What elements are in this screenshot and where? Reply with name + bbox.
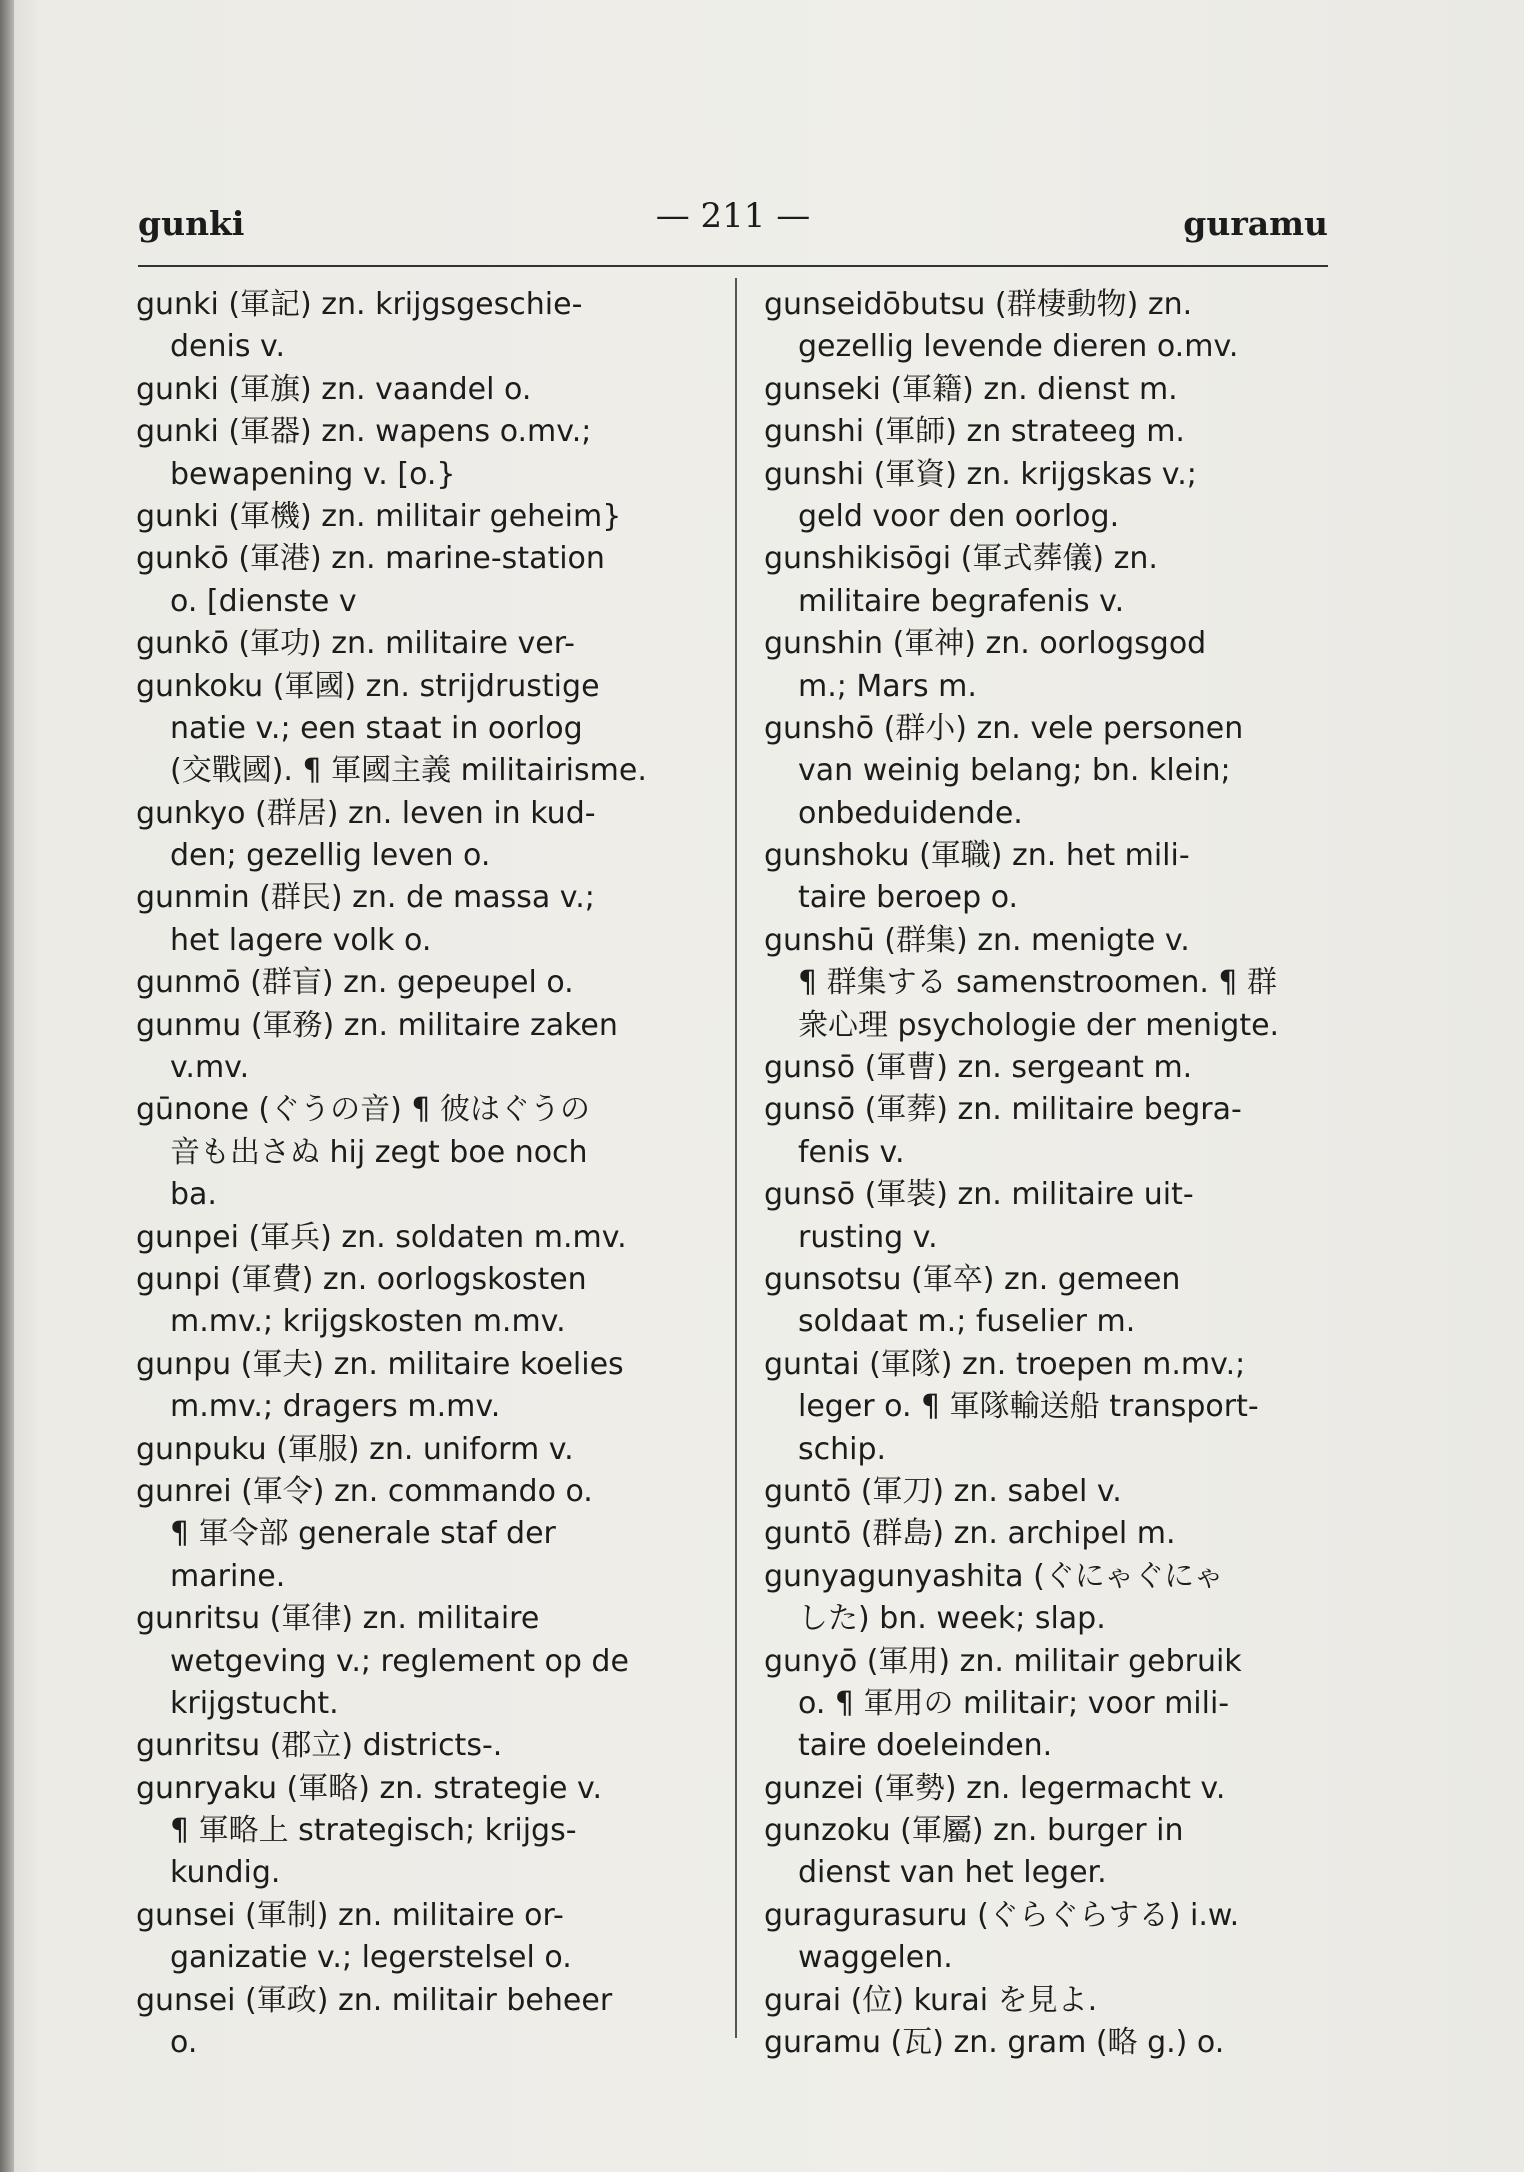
- header-rule: [138, 265, 1328, 267]
- dictionary-line: marine.: [170, 1558, 286, 1594]
- dictionary-line: gunshoku (軍職) zn. het mili-: [764, 838, 1190, 874]
- dictionary-line: o. ¶ 軍用の militair; voor mili-: [798, 1685, 1230, 1721]
- dictionary-line: gunpuku (軍服) zn. uniform v.: [136, 1431, 574, 1467]
- dictionary-line: (交戰國). ¶ 軍國主義 militairisme.: [170, 753, 647, 789]
- dictionary-line: fenis v.: [798, 1134, 905, 1170]
- dictionary-line: gunmu (軍務) zn. militaire zaken: [136, 1007, 618, 1043]
- dictionary-line: した) bn. week; slap.: [798, 1601, 1106, 1637]
- dictionary-line: guntō (群島) zn. archipel m.: [764, 1516, 1176, 1552]
- dictionary-line: m.; Mars m.: [798, 668, 977, 704]
- dictionary-line: gunkoku (軍國) zn. strijdrustige: [136, 668, 600, 704]
- column-divider: [735, 278, 737, 2038]
- dictionary-line: ¶ 軍令部 generale staf der: [170, 1516, 556, 1552]
- dictionary-line: onbeduidende.: [798, 795, 1023, 831]
- dictionary-line: soldaat m.; fuselier m.: [798, 1304, 1136, 1340]
- dictionary-line: 音も出さぬ hij zegt boe noch: [170, 1134, 588, 1170]
- dictionary-line: gunzoku (軍屬) zn. burger in: [764, 1813, 1184, 1849]
- dictionary-line: gunsō (軍曹) zn. sergeant m.: [764, 1050, 1193, 1086]
- dictionary-line: o. [dienste v: [170, 583, 357, 619]
- dictionary-line: natie v.; een staat in oorlog: [170, 710, 583, 746]
- dictionary-line: v.mv.: [170, 1050, 250, 1086]
- dictionary-line: ba.: [170, 1177, 217, 1213]
- dictionary-line: gunrei (軍令) zn. commando o.: [136, 1473, 593, 1509]
- dictionary-line: gurai (位) kurai を見よ.: [764, 1982, 1098, 2018]
- dictionary-line: ¶ 軍略上 strategisch; krijgs-: [170, 1813, 577, 1849]
- dictionary-line: gūnone (ぐうの音) ¶ 彼はぐうの: [136, 1092, 590, 1128]
- dictionary-line: 衆心理 psychologie der menigte.: [798, 1007, 1280, 1043]
- page-number: — 211 —: [655, 196, 811, 236]
- dictionary-line: gunki (軍旗) zn. vaandel o.: [136, 371, 532, 407]
- dictionary-line: guragurasuru (ぐらぐらする) i.w.: [764, 1897, 1240, 1933]
- dictionary-line: wetgeving v.; reglement op de: [170, 1643, 629, 1679]
- dictionary-line: ganizatie v.; legerstelsel o.: [170, 1940, 572, 1976]
- dictionary-line: gunkyo (群居) zn. leven in kud-: [136, 795, 596, 831]
- dictionary-line: gezellig levende dieren o.mv.: [798, 329, 1239, 365]
- dictionary-line: gunritsu (郡立) districts-.: [136, 1728, 503, 1764]
- dictionary-line: gunsō (軍葬) zn. militaire begra-: [764, 1092, 1242, 1128]
- dictionary-line: gunshikisōgi (軍式葬儀) zn.: [764, 541, 1158, 577]
- dictionary-line: gunzei (軍勢) zn. legermacht v.: [764, 1770, 1226, 1806]
- page-header: [138, 196, 1328, 252]
- dictionary-line: rusting v.: [798, 1219, 938, 1255]
- dictionary-line: bewapening v. [o.}: [170, 456, 456, 492]
- dictionary-line: dienst van het leger.: [798, 1855, 1107, 1891]
- dictionary-line: gunkō (軍功) zn. militaire ver-: [136, 626, 575, 662]
- dictionary-line: gunryaku (軍略) zn. strategie v.: [136, 1770, 602, 1806]
- dictionary-line: gunshū (群集) zn. menigte v.: [764, 922, 1190, 958]
- dictionary-line: schip.: [798, 1431, 887, 1467]
- dictionary-line: geld voor den oorlog.: [798, 498, 1120, 534]
- dictionary-line: gunsei (軍政) zn. militair beheer: [136, 1982, 613, 2018]
- dictionary-line: gunki (軍器) zn. wapens o.mv.;: [136, 414, 592, 450]
- header-guide-word-right: guramu: [1183, 204, 1328, 243]
- dictionary-line: militaire begrafenis v.: [798, 583, 1125, 619]
- dictionary-line: gunyagunyashita (ぐにゃぐにゃ: [764, 1558, 1224, 1594]
- book-spine-shadow: [0, 0, 14, 2172]
- dictionary-line: denis v.: [170, 329, 285, 365]
- dictionary-line: guntai (軍隊) zn. troepen m.mv.;: [764, 1346, 1246, 1382]
- dictionary-line: gunseidōbutsu (群棲動物) zn.: [764, 287, 1193, 322]
- dictionary-line: gunkō (軍港) zn. marine-station: [136, 541, 605, 577]
- right-column: [764, 284, 1354, 2064]
- dictionary-line: krijgstucht.: [170, 1685, 339, 1721]
- dictionary-line: waggelen.: [798, 1940, 953, 1976]
- header-guide-word-left: gunki: [138, 204, 245, 243]
- dictionary-line: kundig.: [170, 1855, 281, 1891]
- dictionary-line: gunmin (群民) zn. de massa v.;: [136, 880, 595, 916]
- dictionary-line: gunsotsu (軍卒) zn. gemeen: [764, 1261, 1181, 1297]
- dictionary-line: gunseki (軍籍) zn. dienst m.: [764, 371, 1178, 407]
- dictionary-line: taire beroep o.: [798, 880, 1019, 916]
- left-column: [136, 284, 726, 2064]
- dictionary-line: gunyō (軍用) zn. militair gebruik: [764, 1643, 1242, 1679]
- dictionary-line: gunpei (軍兵) zn. soldaten m.mv.: [136, 1219, 627, 1255]
- dictionary-line: m.mv.; dragers m.mv.: [170, 1389, 501, 1425]
- dictionary-line: gunsei (軍制) zn. militaire or-: [136, 1897, 564, 1933]
- dictionary-line: gunshō (群小) zn. vele personen: [764, 710, 1244, 746]
- dictionary-line: leger o. ¶ 軍隊輸送船 transport-: [798, 1389, 1259, 1425]
- dictionary-line: ¶ 群集する samenstroomen. ¶ 群: [798, 965, 1278, 1001]
- dictionary-line: gunshin (軍神) zn. oorlogsgod: [764, 626, 1207, 662]
- dictionary-line: guramu (瓦) zn. gram (略 g.) o.: [764, 2025, 1225, 2061]
- dictionary-line: taire doeleinden.: [798, 1728, 1053, 1764]
- dictionary-line: gunki (軍記) zn. krijgsgeschie-: [136, 287, 583, 322]
- dictionary-line: o.: [170, 2025, 198, 2061]
- dictionary-line: gunshi (軍師) zn strateeg m.: [764, 414, 1185, 450]
- dictionary-line: van weinig belang; bn. klein;: [798, 753, 1231, 789]
- dictionary-line: gunshi (軍資) zn. krijgskas v.;: [764, 456, 1197, 492]
- dictionary-line: gunpu (軍夫) zn. militaire koelies: [136, 1346, 624, 1382]
- dictionary-line: het lagere volk o.: [170, 922, 432, 958]
- dictionary-line: gunsō (軍裝) zn. militaire uit-: [764, 1177, 1194, 1213]
- dictionary-line: m.mv.; krijgskosten m.mv.: [170, 1304, 566, 1340]
- dictionary-line: gunpi (軍費) zn. oorlogskosten: [136, 1261, 587, 1297]
- dictionary-line: gunmō (群盲) zn. gepeupel o.: [136, 965, 574, 1001]
- dictionary-line: den; gezellig leven o.: [170, 838, 491, 874]
- dictionary-line: gunki (軍機) zn. militair geheim}: [136, 498, 622, 534]
- dictionary-line: guntō (軍刀) zn. sabel v.: [764, 1473, 1122, 1509]
- dictionary-line: gunritsu (軍律) zn. militaire: [136, 1601, 540, 1637]
